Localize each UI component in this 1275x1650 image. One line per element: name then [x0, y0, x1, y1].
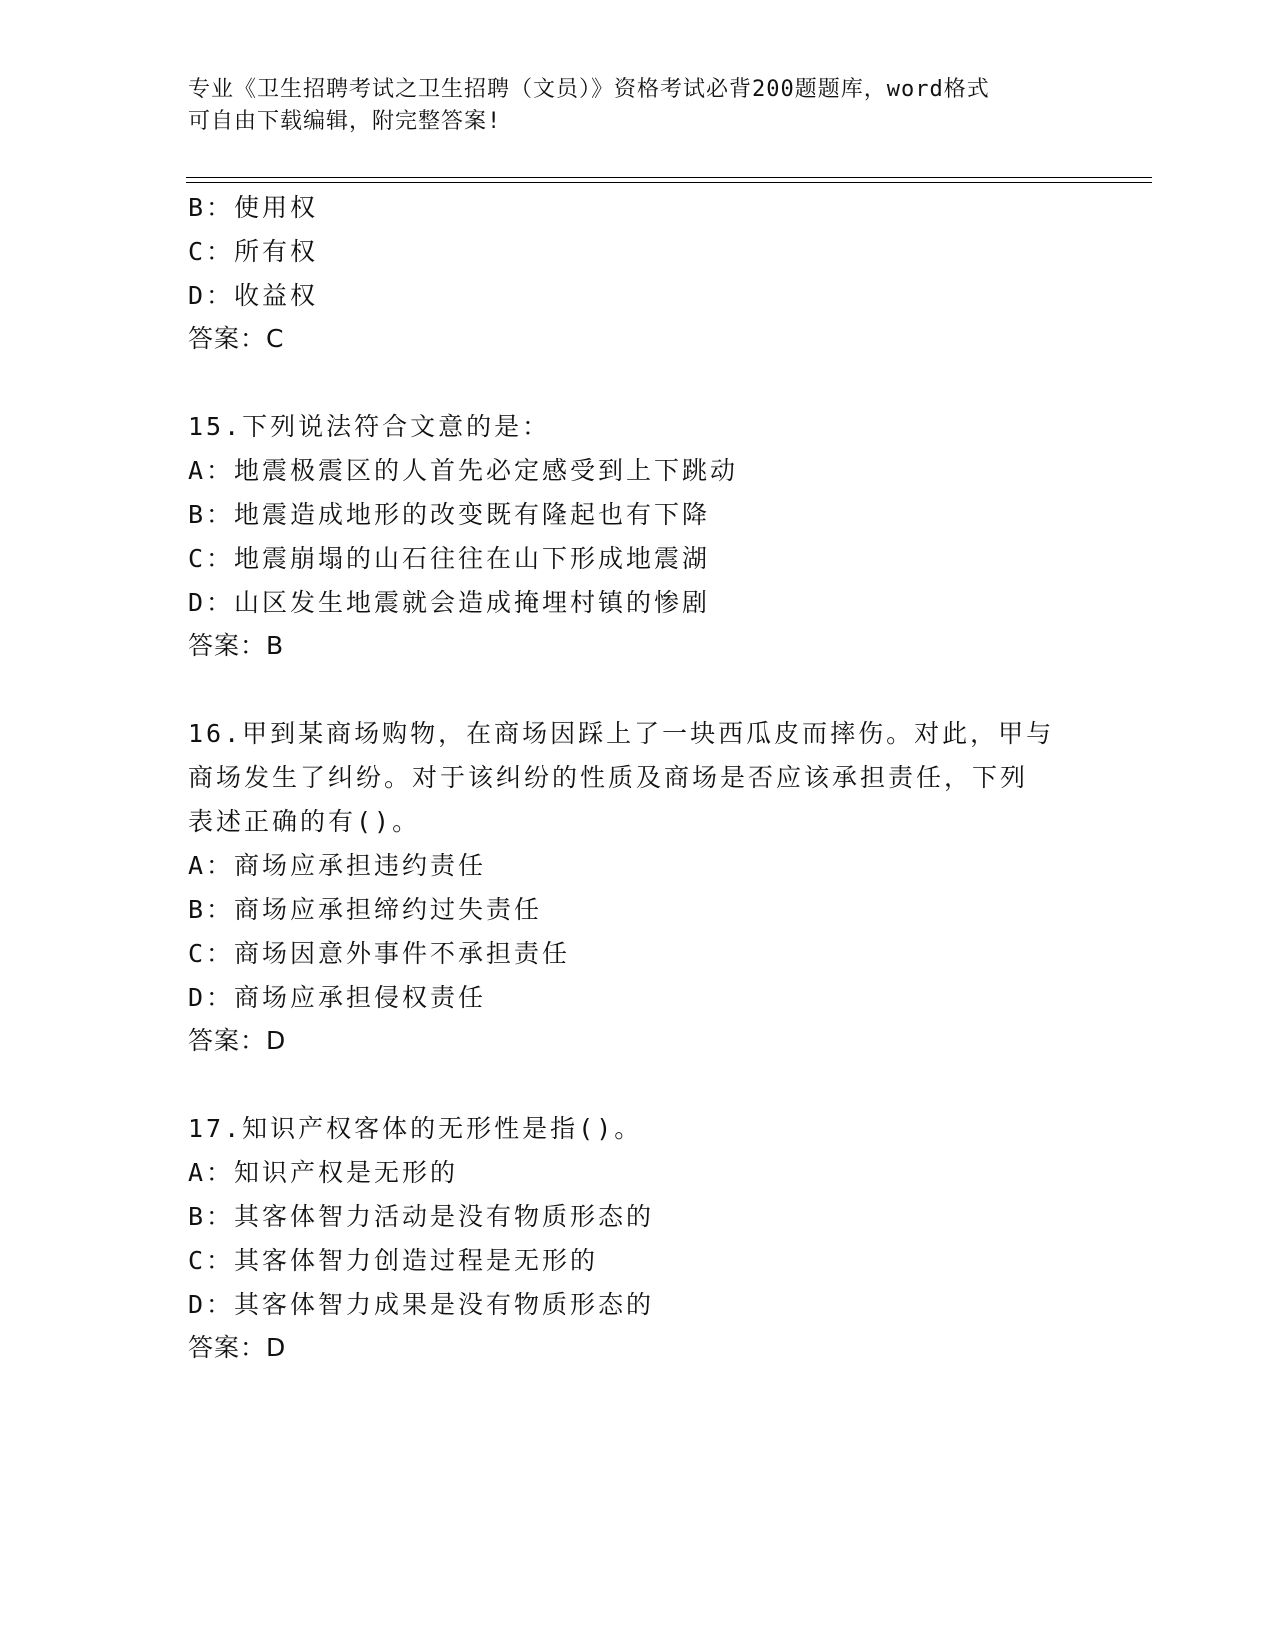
question-16-stem-line-3: 表述正确的有()。 — [188, 807, 421, 836]
q16-option-b: B：商场应承担缔约过失责任 — [188, 895, 543, 924]
option-d: D：收益权 — [188, 281, 319, 310]
q16-option-c: C：商场因意外事件不承担责任 — [188, 939, 571, 968]
q15-option-b: B：地震造成地形的改变既有隆起也有下降 — [188, 500, 711, 529]
q16-option-a: A：商场应承担违约责任 — [188, 851, 487, 880]
question-17-stem: 17.知识产权客体的无形性是指()。 — [188, 1114, 643, 1143]
q17-option-c: C：其客体智力创造过程是无形的 — [188, 1246, 599, 1275]
q16-answer: 答案：D — [188, 1026, 287, 1055]
answer: 答案：C — [188, 324, 285, 353]
q16-option-d: D：商场应承担侵权责任 — [188, 983, 487, 1012]
question-15-stem: 15.下列说法符合文意的是： — [188, 412, 551, 441]
option-c: C：所有权 — [188, 237, 319, 266]
question-16-stem-line-2: 商场发生了纠纷。对于该纠纷的性质及商场是否应该承担责任，下列 — [188, 763, 1029, 792]
option-b: B：使用权 — [188, 193, 319, 222]
q17-answer: 答案：D — [188, 1333, 287, 1362]
document-header — [188, 74, 1088, 138]
question-16-stem-line-1: 16.甲到某商场购物，在商场因踩上了一块西瓜皮而摔伤。对此，甲与 — [188, 719, 1055, 748]
q15-option-d: D：山区发生地震就会造成掩埋村镇的惨剧 — [188, 588, 711, 617]
q15-answer: 答案：B — [188, 631, 285, 660]
header-divider-top — [186, 177, 1152, 178]
q15-option-a: A：地震极震区的人首先必定感受到上下跳动 — [188, 456, 739, 485]
header-line-1: 专业《卫生招聘考试之卫生招聘（文员）》资格考试必背200题题库，word格式 — [188, 77, 990, 102]
header-line-2: 可自由下载编辑，附完整答案! — [188, 109, 502, 134]
q17-option-d: D：其客体智力成果是没有物质形态的 — [188, 1290, 655, 1319]
header-divider-bottom — [186, 182, 1152, 183]
q17-option-b: B：其客体智力活动是没有物质形态的 — [188, 1202, 655, 1231]
q17-option-a: A：知识产权是无形的 — [188, 1158, 459, 1187]
q15-option-c: C：地震崩塌的山石往往在山下形成地震湖 — [188, 544, 711, 573]
